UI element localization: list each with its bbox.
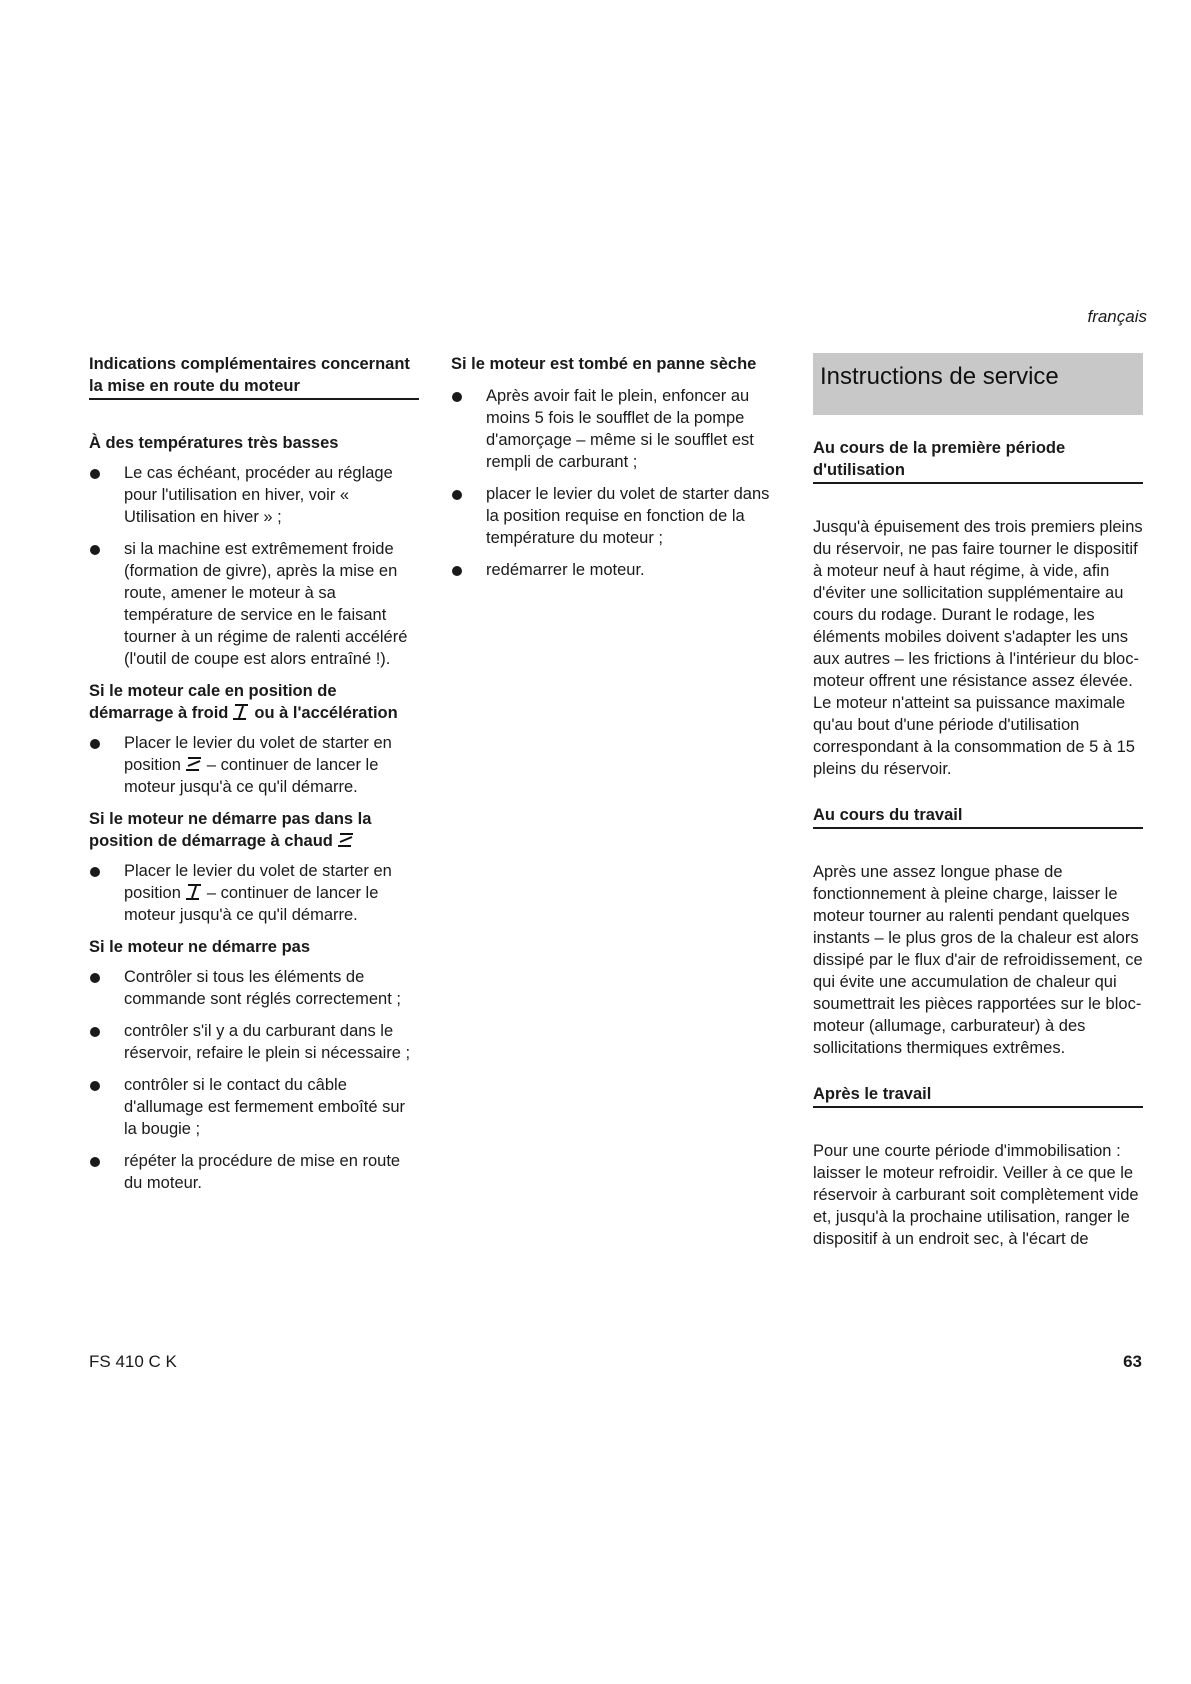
footer-model: FS 410 C K bbox=[89, 1352, 177, 1371]
list-item: répéter la procédure de mise en route du moteur. bbox=[89, 1150, 419, 1194]
list-item-text: – continuer de lancer le moteur jusqu'à ce qu'il démarre. bbox=[124, 756, 379, 796]
list-item-text: Placer le levier du volet de starter en position bbox=[124, 862, 392, 902]
subheading-after-work: Après le travail bbox=[813, 1083, 1143, 1108]
list-item: si la machine est extrêmement froide (formation de givre), après la mise en route, amener le moteur à sa température de service en le faisant tourner à un régime de ralenti accéléré (l'outil de coupe est alors entraîné !). bbox=[89, 538, 419, 670]
list-item: Contrôler si tous les éléments de commande sont réglés correctement ; bbox=[89, 966, 419, 1010]
choke-warm-icon bbox=[337, 831, 355, 849]
subheading-no-start: Si le moteur ne démarre pas bbox=[89, 938, 311, 956]
warm-list bbox=[89, 860, 419, 926]
column-1 bbox=[89, 353, 419, 1194]
column-2 bbox=[451, 353, 781, 581]
no-start-list bbox=[89, 966, 419, 1194]
subheading-engine-stalls bbox=[89, 680, 419, 724]
language-label: français bbox=[1087, 307, 1147, 326]
subheading-engine-stalls-part1: Si le moteur cale en position de démarrage à froid bbox=[89, 682, 337, 722]
list-item-text: – continuer de lancer le moteur jusqu'à ce qu'il démarre. bbox=[124, 884, 379, 924]
subheading-first-use: Au cours de la première période d'utilisation bbox=[813, 437, 1143, 484]
page-number: 63 bbox=[1123, 1352, 1142, 1371]
list-item: Le cas échéant, procéder au réglage pour l'utilisation en hiver, voir « Utilisation en hiver » ; bbox=[89, 462, 419, 528]
subheading-out-of-fuel: Si le moteur est tombé en panne sèche bbox=[451, 355, 757, 373]
subheading-no-warm-start-text: Si le moteur ne démarre pas dans la position de démarrage à chaud bbox=[89, 810, 372, 850]
list-item bbox=[89, 860, 419, 926]
list-item: Après avoir fait le plein, enfoncer au moins 5 fois le soufflet de la pompe d'amorçage – même si le soufflet est rempli de carburant ; bbox=[451, 385, 781, 473]
list-item bbox=[89, 732, 419, 798]
choke-warm-icon bbox=[185, 755, 203, 773]
choke-cold-icon bbox=[232, 703, 250, 721]
list-item: redémarrer le moteur. bbox=[451, 559, 781, 581]
section-heading-start-tips: Indications complémentaires concernant la mise en route du moteur bbox=[89, 353, 419, 400]
list-item-text: Placer le levier du volet de starter en position bbox=[124, 734, 392, 774]
subheading-engine-stalls-part2: ou à l'accélération bbox=[254, 704, 398, 722]
subheading-during-work: Au cours du travail bbox=[813, 804, 1143, 829]
column-3 bbox=[813, 353, 1143, 1250]
list-item: contrôler si le contact du câble d'allumage est fermement emboîté sur la bougie ; bbox=[89, 1074, 419, 1140]
subheading-low-temperatures: À des températures très basses bbox=[89, 434, 339, 452]
section-banner: Instructions de service bbox=[813, 353, 1143, 415]
list-item: placer le levier du volet de starter dans la position requise en fonction de la température du moteur ; bbox=[451, 483, 781, 549]
paragraph-after-work: Pour une courte période d'immobilisation : laisser le moteur refroidir. Veiller à ce que le réservoir à carburant soit complètement vide et, jusqu'à la prochaine utilisation, ranger le dispositif à un endroit sec, à l'écart de bbox=[813, 1142, 1139, 1248]
low-temperature-list bbox=[89, 462, 419, 670]
paragraph-during-work: Après une assez longue phase de fonctionnement à pleine charge, laisser le moteur tourner au ralenti pendant quelques instants – le plus gros de la chaleur est alors dissipé par le flux d'air de refroidissement, ce qui évite une accumulation de chaleur qui soumettrait les pièces rapportées sur le bloc-moteur (allumage, carburateur) à des sollicitations thermiques extrêmes. bbox=[813, 863, 1143, 1057]
stall-list bbox=[89, 732, 419, 798]
choke-cold-icon bbox=[185, 883, 203, 901]
subheading-no-warm-start bbox=[89, 808, 419, 852]
out-of-fuel-list bbox=[451, 385, 781, 581]
paragraph-first-use: Jusqu'à épuisement des trois premiers pleins du réservoir, ne pas faire tourner le dispositif à moteur neuf à haut régime, à vide, afin d'éviter une sollicitation supplémentaire au cours du rodage. Durant le rodage, les éléments mobiles doivent s'adapter les uns aux autres – les frictions à l'intérieur du bloc-moteur offrent une résistance assez élevée. Le moteur n'atteint sa puissance maximale qu'au bout d'une période d'utilisation correspondant à la consommation de 5 à 15 pleins du réservoir. bbox=[813, 518, 1143, 778]
list-item: contrôler s'il y a du carburant dans le réservoir, refaire le plein si nécessaire ; bbox=[89, 1020, 419, 1064]
